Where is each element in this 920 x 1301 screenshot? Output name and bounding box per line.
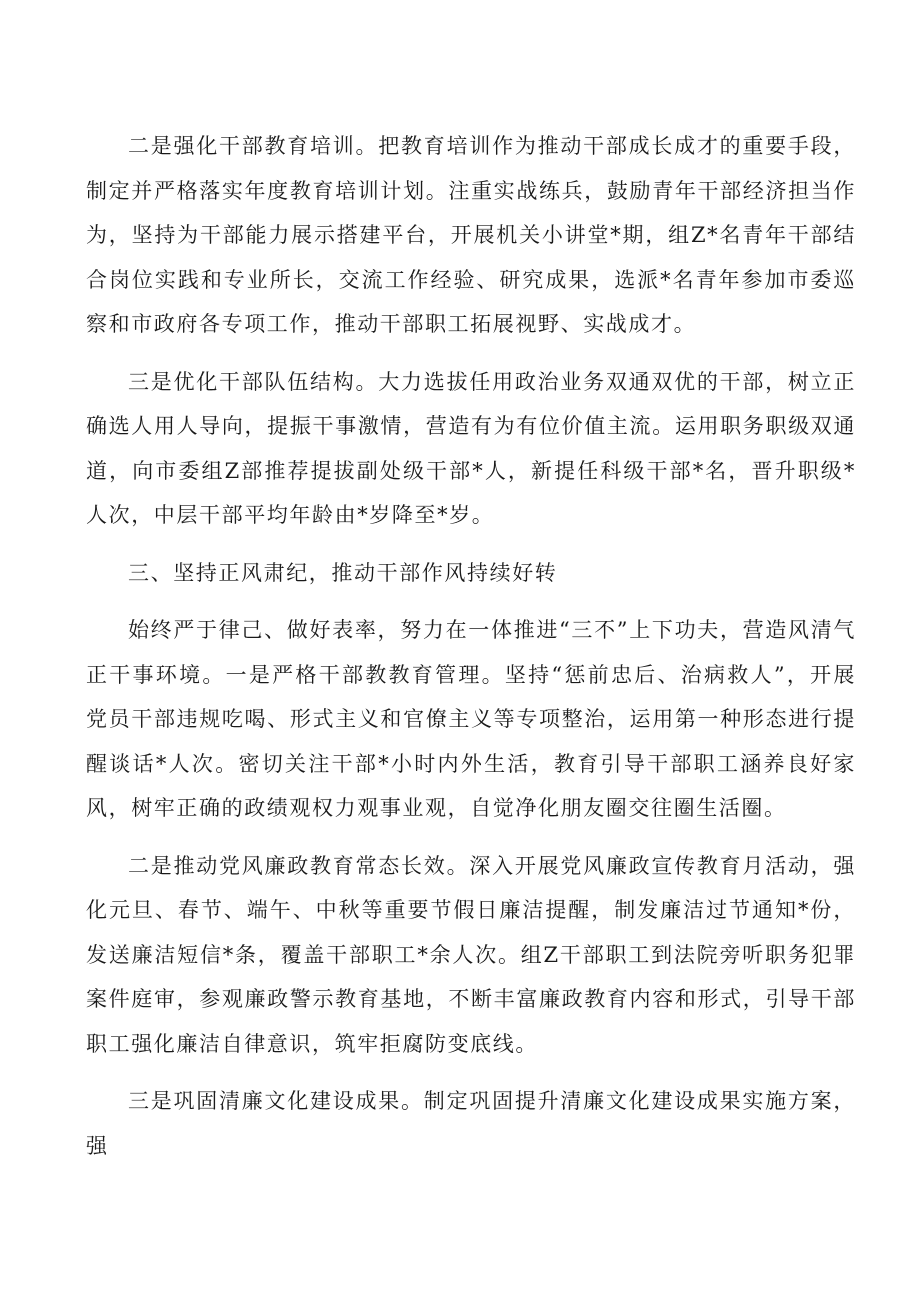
section-heading-discipline: 三、坚持正风肃纪，推动干部作风持续好转 — [128, 560, 558, 585]
paragraph-self-discipline: 始终严于律己、做好表率，努力在一体推进“三不”上下功夫，营造风清气正干事环境。一是严格干部教教育管理。坚持“惩前忠后、治病救人”，开展党员干部违规吃喝、形式主义和官僚主义等专项整治，运用第一种形态进行提醒谈话*人次。密切关注干部*小时内外生活，教育引导干部职工涵养良好家风，树牢正确的政绩观权力观事业观，自觉净化朋友圈交往圈生活圈。 — [86, 618, 856, 820]
document-body — [86, 124, 856, 1181]
paragraph-cadre-training: 二是强化干部教育培训。把教育培训作为推动干部成长成才的重要手段，制定并严格落实年度教育培训计划。注重实战练兵，鼓励青年干部经济担当作为，坚持为干部能力展示搭建平台，开展机关小讲堂*期，组Z*名青年干部结合岗位实践和专业所长，交流工作经验、研究成果，选派*名青年参加市委巡察和市政府各专项工作，推动干部职工拓展视野、实战成才。 — [86, 134, 856, 336]
paragraph-clean-culture: 三是巩固清廉文化建设成果。制定巩固提升清廉文化建设成果实施方案，强 — [86, 1089, 856, 1158]
paragraph-integrity-education: 二是推动党风廉政教育常态长效。深入开展党风廉政宣传教育月活动，强化元旦、春节、端午、中秋等重要节假日廉洁提醒，制发廉洁过节通知*份，发送廉洁短信*条，覆盖干部职工*余人次。组Z干部职工到法院旁听职务犯罪案件庭审，参观廉政警示教育基地，不断丰富廉政教育内容和形式，引导干部职工强化廉洁自律意识，筑牢拒腐防变底线。 — [86, 853, 856, 1056]
paragraph-team-structure: 三是优化干部队伍结构。大力选拔任用政治业务双通双优的干部，树立正确选人用人导向，提振干事激情，营造有为有位价值主流。运用职务职级双通道，向市委组Z部推荐提拔副处级干部*人，新提任科级干部*名，晋升职级*人次，中层干部平均年龄由*岁降至*岁。 — [86, 369, 856, 527]
